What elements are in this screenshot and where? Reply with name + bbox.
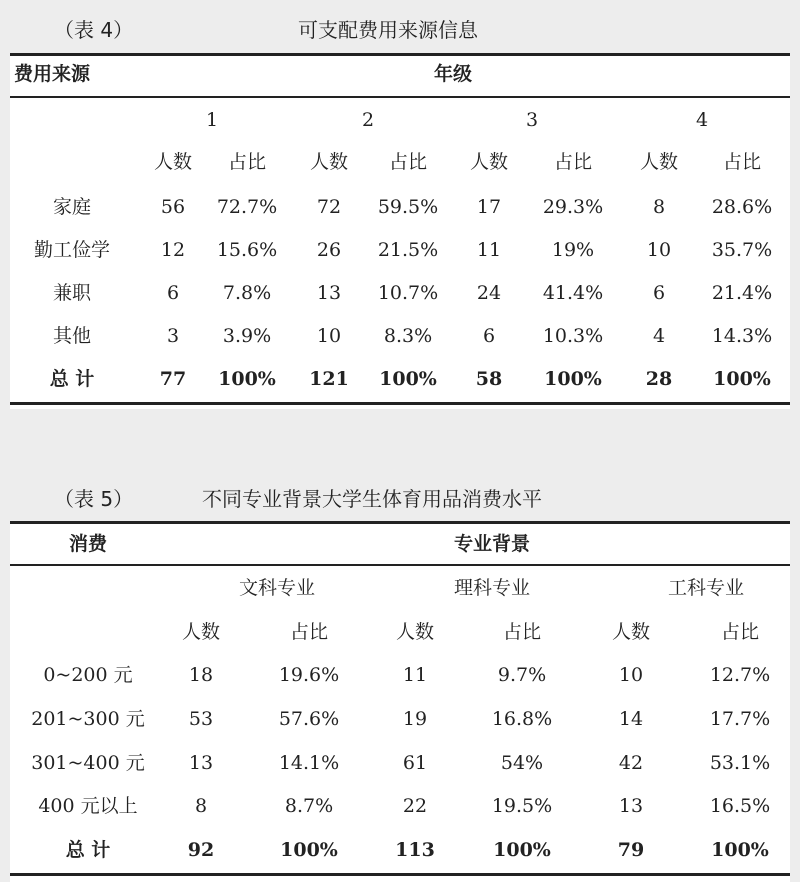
total-cell: 100% bbox=[544, 368, 602, 390]
total-label: 总 计 bbox=[65, 839, 111, 861]
table-cell: 8.7% bbox=[284, 795, 334, 817]
table-cell: 8.3% bbox=[383, 325, 433, 347]
table-4-caption bbox=[10, 6, 790, 46]
table-4-body bbox=[10, 53, 790, 409]
table-4-label: （表 4） bbox=[54, 18, 134, 42]
table-4 bbox=[10, 0, 790, 430]
total-cell: 28 bbox=[645, 368, 673, 390]
row-label: 400 元以上 bbox=[38, 795, 138, 817]
sub-header-count: 人数 bbox=[639, 151, 679, 173]
table-cell: 14 bbox=[618, 708, 644, 730]
table-cell: 26 bbox=[316, 239, 342, 261]
table-cell: 3.9% bbox=[222, 325, 272, 347]
row-label: 0~200 元 bbox=[43, 664, 133, 686]
table-cell: 16.5% bbox=[709, 795, 771, 817]
table-cell: 72.7% bbox=[216, 196, 278, 218]
table-cell: 6 bbox=[166, 282, 180, 304]
table-cell: 29.3% bbox=[542, 196, 604, 218]
sub-header-ratio: 占比 bbox=[227, 151, 267, 173]
table-cell: 28.6% bbox=[711, 196, 773, 218]
table-cell: 13 bbox=[316, 282, 342, 304]
sub-header-ratio: 占比 bbox=[722, 151, 762, 173]
table-5-title: 不同专业背景大学生体育用品消费水平 bbox=[202, 487, 542, 511]
total-cell: 77 bbox=[159, 368, 187, 390]
table-5 bbox=[10, 450, 790, 882]
table-cell: 19.6% bbox=[278, 664, 340, 686]
table-5-row-header: 消费 bbox=[68, 533, 108, 555]
table-cell: 10 bbox=[646, 239, 672, 261]
table-cell: 19.5% bbox=[491, 795, 553, 817]
table-cell: 61 bbox=[402, 752, 428, 774]
table-cell: 10 bbox=[618, 664, 644, 686]
table-4-row-header: 费用来源 bbox=[14, 63, 91, 85]
table-cell: 21.4% bbox=[711, 282, 773, 304]
table-cell: 6 bbox=[652, 282, 666, 304]
major-label: 文科专业 bbox=[238, 577, 316, 599]
grade-label: 3 bbox=[525, 109, 539, 131]
table-5-body bbox=[10, 521, 790, 882]
sub-header-count: 人数 bbox=[309, 151, 349, 173]
table-cell: 7.8% bbox=[222, 282, 272, 304]
table-cell: 41.4% bbox=[542, 282, 604, 304]
total-cell: 92 bbox=[187, 839, 215, 861]
major-label: 工科专业 bbox=[667, 577, 745, 599]
table-cell: 14.1% bbox=[278, 752, 340, 774]
sub-header-count: 人数 bbox=[181, 621, 221, 643]
table-cell: 9.7% bbox=[497, 664, 547, 686]
table-cell: 24 bbox=[476, 282, 502, 304]
sub-header-ratio: 占比 bbox=[388, 151, 428, 173]
table-cell: 10 bbox=[316, 325, 342, 347]
sub-header-count: 人数 bbox=[395, 621, 435, 643]
table-cell: 22 bbox=[402, 795, 428, 817]
row-label: 301~400 元 bbox=[31, 752, 145, 774]
table-4-bottom-rule bbox=[10, 402, 790, 405]
total-cell: 79 bbox=[617, 839, 645, 861]
total-cell: 113 bbox=[395, 839, 435, 861]
table-5-label: （表 5） bbox=[54, 487, 134, 511]
table-4-header-rule bbox=[10, 96, 790, 98]
table-cell: 42 bbox=[618, 752, 644, 774]
sub-header-ratio: 占比 bbox=[289, 621, 329, 643]
sub-header-ratio: 占比 bbox=[720, 621, 760, 643]
total-cell: 100% bbox=[218, 368, 276, 390]
table-cell: 13 bbox=[188, 752, 214, 774]
table-5-col-group-header: 专业背景 bbox=[453, 533, 531, 555]
table-cell: 72 bbox=[316, 196, 342, 218]
table-cell: 8 bbox=[194, 795, 208, 817]
table-4-top-rule bbox=[10, 53, 790, 56]
total-cell: 100% bbox=[493, 839, 551, 861]
table-cell: 6 bbox=[482, 325, 496, 347]
total-cell: 58 bbox=[475, 368, 503, 390]
row-label: 201~300 元 bbox=[31, 708, 145, 730]
table-cell: 53.1% bbox=[709, 752, 771, 774]
table-cell: 35.7% bbox=[711, 239, 773, 261]
row-label: 其他 bbox=[52, 325, 92, 347]
table-cell: 11 bbox=[402, 664, 428, 686]
table-cell: 16.8% bbox=[491, 708, 553, 730]
row-label: 兼职 bbox=[52, 282, 92, 304]
table-cell: 18 bbox=[188, 664, 214, 686]
table-5-bottom-rule bbox=[10, 873, 790, 876]
grade-label: 2 bbox=[361, 109, 375, 131]
grade-label: 4 bbox=[695, 109, 709, 131]
sub-header-count: 人数 bbox=[611, 621, 651, 643]
major-label: 理科专业 bbox=[453, 577, 531, 599]
table-cell: 10.3% bbox=[542, 325, 604, 347]
table-cell: 17 bbox=[476, 196, 502, 218]
table-cell: 4 bbox=[652, 325, 666, 347]
table-cell: 13 bbox=[618, 795, 644, 817]
table-5-header-rule bbox=[10, 564, 790, 566]
total-cell: 100% bbox=[379, 368, 437, 390]
row-label: 家庭 bbox=[52, 196, 92, 218]
table-4-col-group-header: 年级 bbox=[433, 63, 473, 85]
table-cell: 19 bbox=[402, 708, 428, 730]
table-cell: 3 bbox=[166, 325, 180, 347]
table-cell: 21.5% bbox=[377, 239, 439, 261]
table-cell: 14.3% bbox=[711, 325, 773, 347]
table-cell: 19% bbox=[551, 239, 595, 261]
table-cell: 10.7% bbox=[377, 282, 439, 304]
total-cell: 100% bbox=[713, 368, 771, 390]
table-5-caption bbox=[10, 475, 790, 515]
table-cell: 53 bbox=[188, 708, 214, 730]
total-cell: 121 bbox=[309, 368, 349, 390]
sub-header-ratio: 占比 bbox=[553, 151, 593, 173]
table-5-top-rule bbox=[10, 521, 790, 524]
table-cell: 11 bbox=[476, 239, 502, 261]
sub-header-ratio: 占比 bbox=[502, 621, 542, 643]
row-label: 勤工俭学 bbox=[33, 239, 111, 261]
table-cell: 56 bbox=[160, 196, 186, 218]
table-cell: 12.7% bbox=[709, 664, 771, 686]
total-cell: 100% bbox=[280, 839, 338, 861]
table-cell: 15.6% bbox=[216, 239, 278, 261]
table-cell: 12 bbox=[160, 239, 186, 261]
total-cell: 100% bbox=[711, 839, 769, 861]
table-cell: 17.7% bbox=[709, 708, 771, 730]
table-cell: 54% bbox=[500, 752, 544, 774]
table-cell: 8 bbox=[652, 196, 666, 218]
table-4-title: 可支配费用来源信息 bbox=[298, 18, 478, 42]
grade-label: 1 bbox=[205, 109, 219, 131]
sub-header-count: 人数 bbox=[153, 151, 193, 173]
total-label: 总 计 bbox=[49, 368, 95, 390]
table-cell: 57.6% bbox=[278, 708, 340, 730]
table-cell: 59.5% bbox=[377, 196, 439, 218]
sub-header-count: 人数 bbox=[469, 151, 509, 173]
